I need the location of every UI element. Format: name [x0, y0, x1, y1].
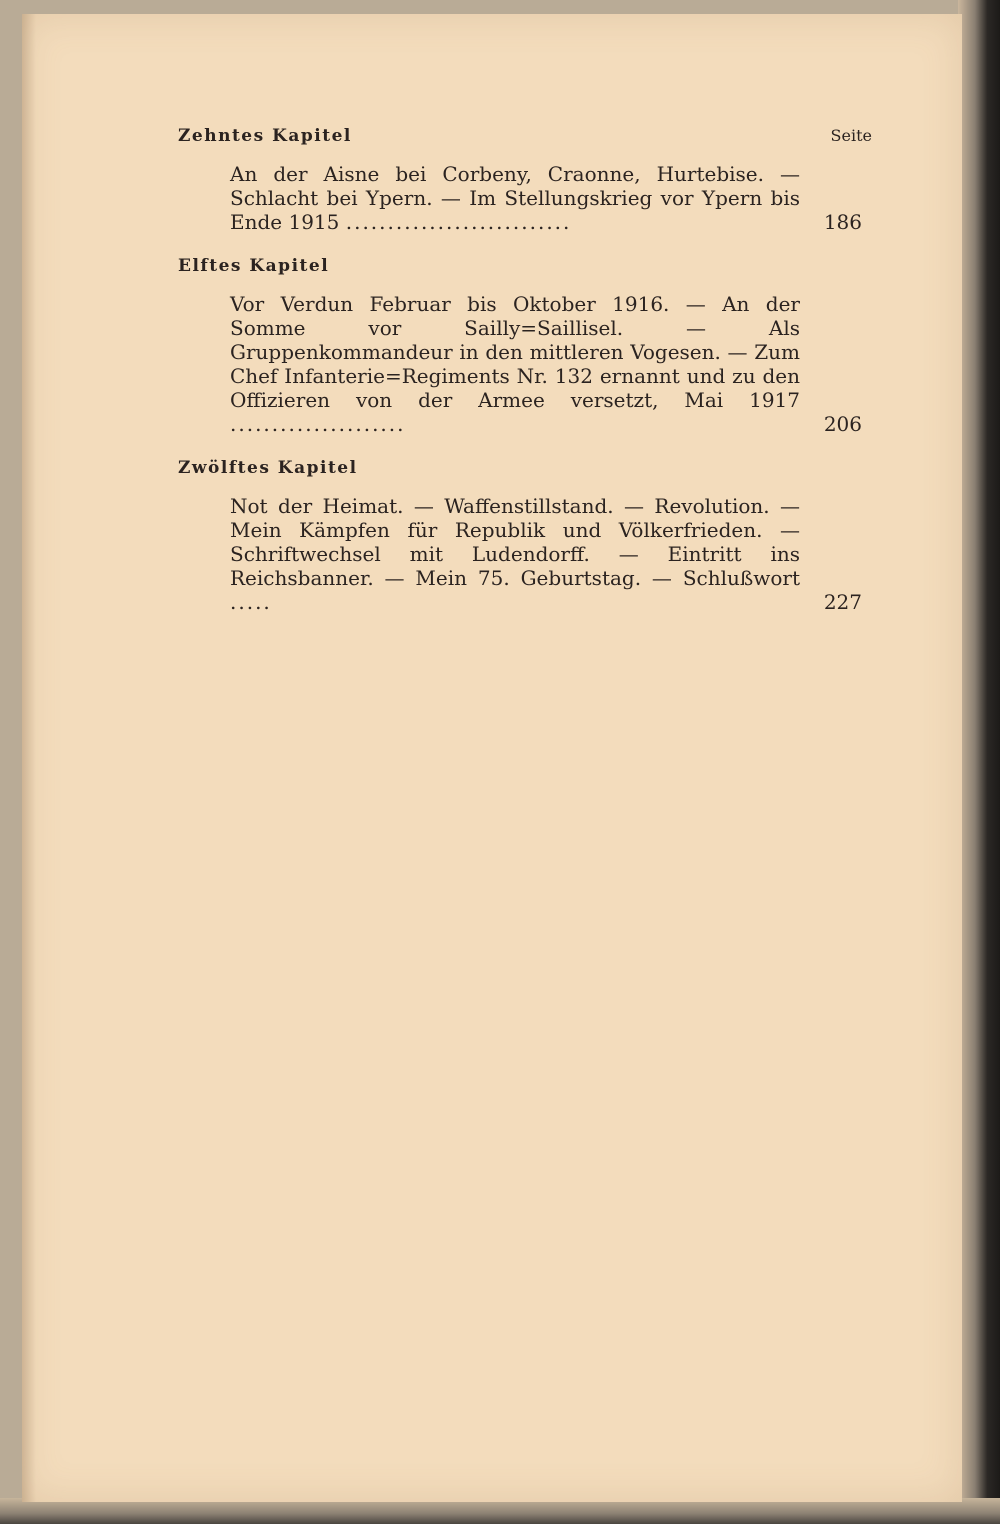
chapter-title: Elftes Kapitel	[178, 256, 330, 276]
bleed-through-text	[178, 640, 878, 820]
chapter-summary	[230, 162, 800, 234]
page-number: 186	[823, 210, 862, 234]
chapter-summary	[230, 494, 800, 614]
chapter-heading-row	[178, 126, 878, 156]
toc-entry	[230, 494, 878, 614]
chapter-summary-text: Vor Verdun Februar bis Oktober 1916. — An der Somme vor Sailly=Saillisel. — Als Gruppenkommandeur in den mittleren Vogesen. — Zum Chef Infanterie=Regiments Nr. 132 ernannt und zu den Offizieren von der Armee versetzt, Mai 1917	[230, 292, 800, 412]
leader-dots: .....	[230, 590, 272, 614]
chapter-summary-text: Not der Heimat. — Waffenstillstand. — Revolution. — Mein Kämpfen für Republik und Völkerfrieden. — Schriftwechsel mit Ludendorff. — Eintritt ins Reichsbanner. — Mein 75. Geburtstag. — Schlußwort	[230, 494, 800, 590]
chapter-summary	[230, 292, 800, 436]
table-of-contents	[178, 126, 878, 636]
page-gutter-shadow	[22, 14, 36, 1502]
page-column-label: Seite	[830, 126, 872, 145]
chapter-heading-row	[178, 458, 878, 488]
chapter-summary-text: An der Aisne bei Corbeny, Craonne, Hurtebise. — Schlacht bei Ypern. — Im Stellungskrieg vor Ypern bis Ende 1915	[230, 162, 800, 234]
leader-dots: ...........................	[345, 210, 572, 234]
page-number: 227	[823, 590, 862, 614]
book-edge-right	[958, 0, 1000, 1524]
chapter-title: Zehntes Kapitel	[178, 126, 352, 146]
toc-entry	[230, 292, 878, 436]
leader-dots: .....................	[230, 412, 406, 436]
page-number: 206	[823, 412, 862, 436]
toc-entry	[230, 162, 878, 234]
toc-chapter-10	[178, 126, 878, 234]
chapter-heading-row	[178, 256, 878, 286]
chapter-title: Zwölftes Kapitel	[178, 458, 358, 478]
toc-chapter-12	[178, 458, 878, 614]
toc-chapter-11	[178, 256, 878, 436]
